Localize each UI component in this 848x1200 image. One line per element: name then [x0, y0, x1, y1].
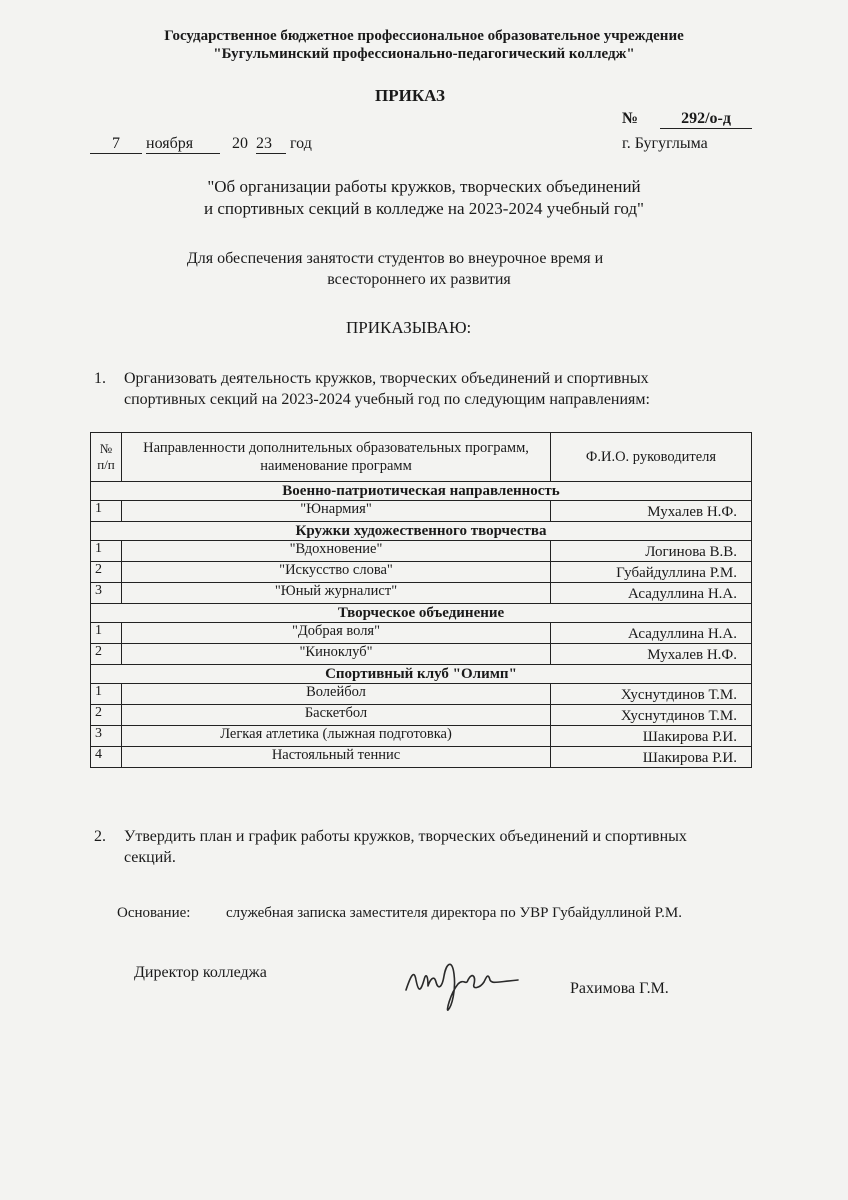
- table-row: [91, 541, 752, 562]
- row-leader: Губайдуллина Р.М.: [551, 562, 752, 583]
- date-year-prefix: 20: [232, 135, 248, 152]
- basis-text: служебная записка заместителя директора по УВР Губайдуллиной Р.М.: [226, 905, 682, 921]
- table-row: [91, 726, 752, 747]
- director-name: Рахимова Г.М.: [570, 980, 669, 997]
- table-row: [91, 747, 752, 768]
- document-type: ПРИКАЗ: [375, 86, 445, 105]
- row-program: "Киноклуб": [122, 644, 551, 665]
- row-program: Волейбол: [122, 684, 551, 705]
- signature-image: [400, 950, 530, 1020]
- programs-table: [90, 432, 752, 768]
- row-program: "Юный журналист": [122, 583, 551, 604]
- item-1-text: Организовать деятельность кружков, творческих объединений и спортивных спортивных секций на 2023-2024 учебный год по следующим направлениям:: [124, 370, 650, 408]
- row-number: 1: [91, 541, 122, 562]
- item-2-number: 2.: [94, 828, 106, 845]
- table-row: [91, 623, 752, 644]
- table-row: [91, 583, 752, 604]
- section-row: [91, 604, 752, 623]
- order-number: 292/о-д: [660, 110, 752, 129]
- row-program: "Добрая воля": [122, 623, 551, 644]
- row-number: 1: [91, 684, 122, 705]
- table-row: [91, 562, 752, 583]
- row-program: "Искусство слова": [122, 562, 551, 583]
- date-year-word: год: [290, 135, 312, 152]
- row-number: 3: [91, 726, 122, 747]
- director-position: Директор колледжа: [134, 964, 267, 981]
- row-number: 4: [91, 747, 122, 768]
- order-title-line1: "Об организации работы кружков, творческих объединений: [207, 177, 641, 196]
- section-title: Кружки художественного творчества: [91, 522, 752, 541]
- row-program: Настояльный теннис: [122, 747, 551, 768]
- row-leader: Асадуллина Н.А.: [551, 583, 752, 604]
- section-row: [91, 522, 752, 541]
- header-org-line1: Государственное бюджетное профессиональное образовательное учреждение: [164, 28, 684, 44]
- reason-line2: всестороннего их развития: [327, 271, 511, 288]
- row-leader: Логинова В.В.: [551, 541, 752, 562]
- order-title-line2: и спортивных секций в колледже на 2023-2024 учебный год": [204, 199, 644, 218]
- table-header-row: [91, 433, 752, 482]
- row-number: 3: [91, 583, 122, 604]
- item-1: [94, 368, 714, 410]
- col-header-leader: Ф.И.О. руководителя: [551, 433, 752, 482]
- row-number: 2: [91, 644, 122, 665]
- row-number: 2: [91, 562, 122, 583]
- item-2-text: Утвердить план и график работы кружков, творческих объединений и спортивных секций.: [124, 828, 687, 866]
- basis-label: Основание:: [117, 905, 191, 921]
- section-title: Творческое объединение: [91, 604, 752, 623]
- row-leader: Асадуллина Н.А.: [551, 623, 752, 644]
- col-header-num: № п/п: [91, 433, 122, 482]
- order-word: ПРИКАЗЫВАЮ:: [346, 318, 472, 337]
- date-year-suffix: 23: [256, 135, 286, 154]
- row-leader: Хуснутдинов Т.М.: [551, 705, 752, 726]
- item-2: [94, 826, 734, 868]
- row-leader: Мухалев Н.Ф.: [551, 501, 752, 522]
- table-row: [91, 684, 752, 705]
- reason-line1: Для обеспечения занятости студентов во внеурочное время и: [186, 250, 604, 267]
- section-row: [91, 482, 752, 501]
- section-title: Военно-патриотическая направленность: [91, 482, 752, 501]
- row-program: Баскетбол: [122, 705, 551, 726]
- row-number: 1: [91, 501, 122, 522]
- col-header-program: Направленности дополнительных образовательных программ, наименование программ: [122, 433, 551, 482]
- number-label: №: [622, 110, 639, 127]
- row-leader: Шакирова Р.И.: [551, 747, 752, 768]
- row-number: 1: [91, 623, 122, 644]
- row-program: "Вдохновение": [122, 541, 551, 562]
- row-leader: Мухалев Н.Ф.: [551, 644, 752, 665]
- item-1-number: 1.: [94, 370, 106, 387]
- row-leader: Хуснутдинов Т.М.: [551, 684, 752, 705]
- row-leader: Шакирова Р.И.: [551, 726, 752, 747]
- row-program: "Юнармия": [122, 501, 551, 522]
- table-row: [91, 644, 752, 665]
- row-program: Легкая атлетика (лыжная подготовка): [122, 726, 551, 747]
- section-row: [91, 665, 752, 684]
- table-row: [91, 501, 752, 522]
- section-title: Спортивный клуб "Олимп": [91, 665, 752, 684]
- header-org-line2: "Бугульминский профессионально-педагогический колледж": [213, 46, 635, 62]
- table-row: [91, 705, 752, 726]
- date-month: ноября: [146, 135, 220, 154]
- date-day: 7: [90, 135, 142, 154]
- city: г. Бугуглыма: [622, 135, 708, 152]
- row-number: 2: [91, 705, 122, 726]
